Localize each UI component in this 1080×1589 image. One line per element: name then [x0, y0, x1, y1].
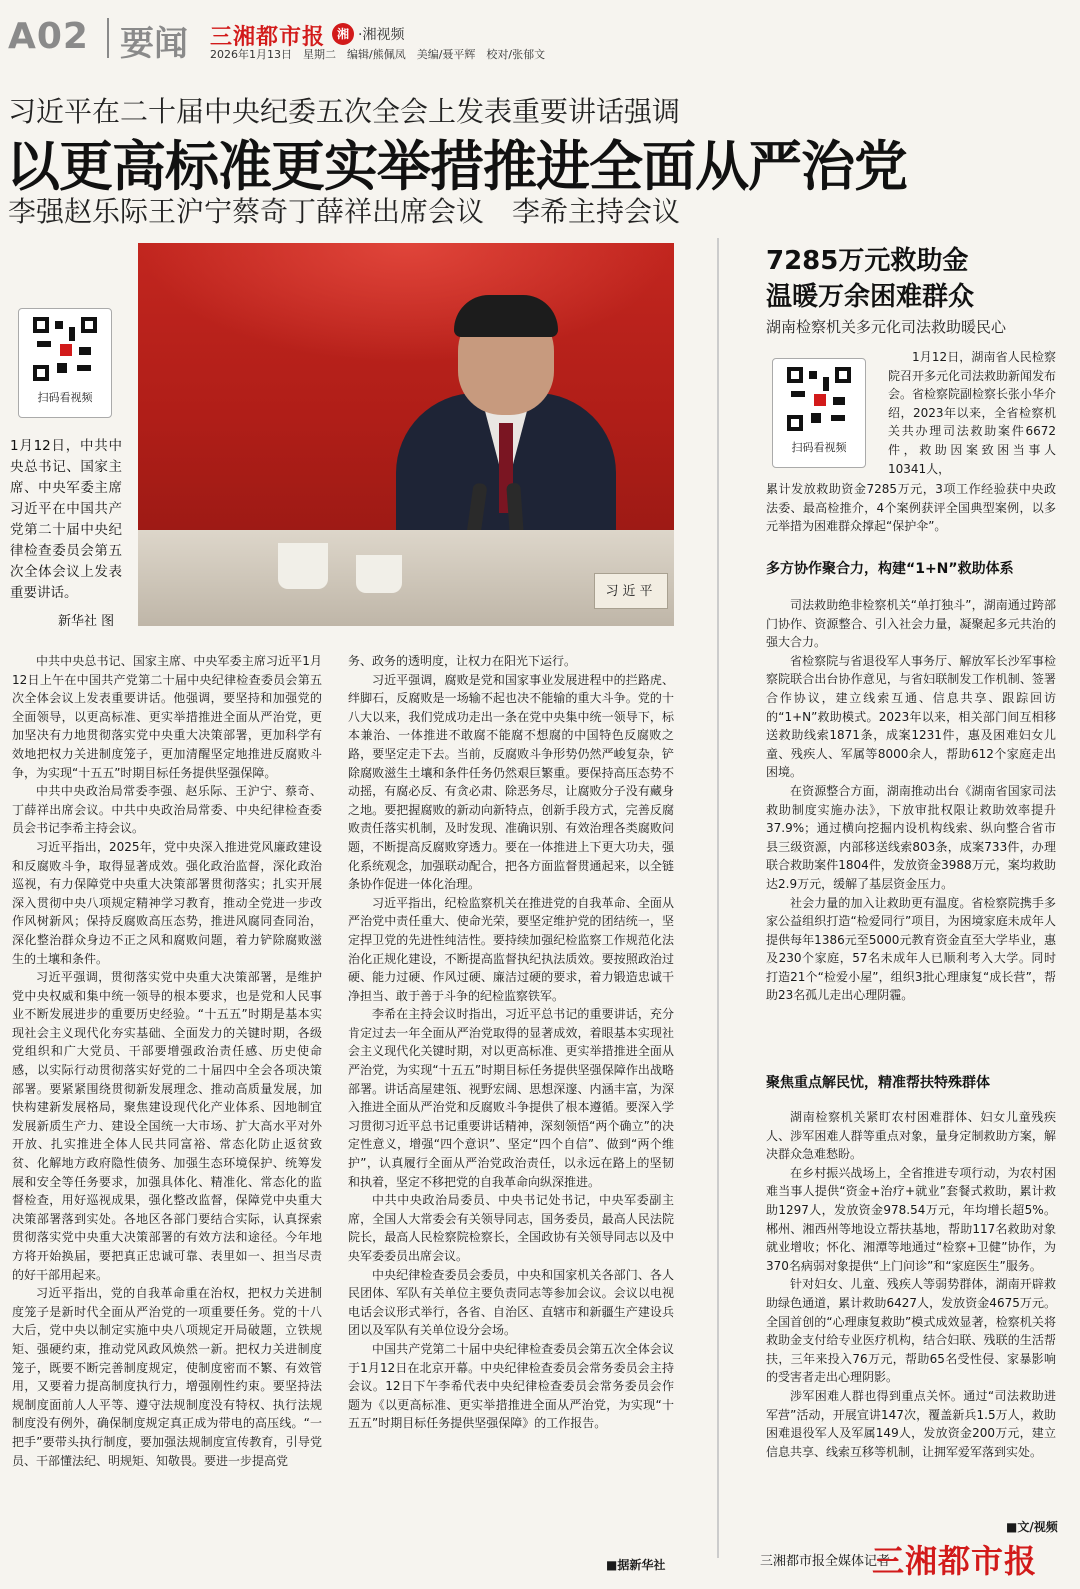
- qr-label: 扫码看视频: [791, 441, 847, 454]
- paragraph: 习近平强调，贯彻落实党中央重大决策部署，是维护党中央权威和集中统一领导的根本要求，也是党和人民事业不断发展进步的重要历史经验。“十五五”时期是基本实现社会主义现代化夯实基础、全面发力的关键时期，各级党组织和广大党员、干部要增强政治责任感、历史使命感，以实际行动贯彻落实好党的二十届四中全会各项决策部署。要紧紧围绕贯彻新发展理念、推动高质量发展，加快构建新发展格局，聚焦建设现代化产业体系、因地制宜发展新质生产力、建设全国统一大市场、扩大高水平对外开放、扎实推进全体人民共同富裕、常态化防止返贫致贫、化解地方政府隐性债务、加强生态环境保护、统筹发展和安全等任务要求，加强具体化、精准化、常态化的监督检查，用好巡视成果，强化整改监督，保障党中央重大决策部署落到实处。各地区各部门要结合实际，认真探索贯彻落实党中央重大决策部署的有效方法和途径。今年地方将开始换届，要把真正忠诚可靠、表里如一、担当尽责的好干部用起来。: [12, 970, 322, 1282]
- column-divider: [717, 238, 719, 1558]
- news-photo: [138, 243, 674, 626]
- article-column-1: [12, 652, 322, 1470]
- paragraph: 习近平强调，腐败是党和国家事业发展进程中的拦路虎、绊脚石，反腐败是一场输不起也决不能输的重大斗争。党的十八大以来，我们党成功走出一条在党中央集中统一领导下，标本兼治、一体推进不敢腐不能腐不想腐的中国特色反腐败之路，要坚定走下去。当前，反腐败斗争形势仍然严峻复杂，铲除腐败滋生土壤和条件任务仍然艰巨繁重。要保持高压态势不动摇，有腐必反、有贪必肃、除恶务尽，让腐败分子没有藏身之地。要把握腐败的新动向新特点，创新手段方式，完善反腐败责任落实机制，及时发现、准确识别、有效治理各类腐败问题，不断提高反腐败穿透力。要在一体推进上下更大功夫，强化系统观念，加强联动配合，把各方面监督贯通起来，以全链条协作促进一体化治理。: [348, 672, 674, 892]
- article-column-2: [348, 652, 674, 1433]
- section-name: 要闻: [120, 24, 188, 64]
- qr-code-icon: [787, 367, 851, 431]
- paragraph: 中共中央总书记、国家主席、中央军委主席习近平1月12日上午在中国共产党第二十届中央纪律检查委员会第五次全体会议上发表重要讲话。他强调，要坚持和加强党的全面领导，以更高标准、更实举措推进全面从严治党，更加坚决有力地贯彻落实党中央重大决策部署，更加科学有效地把权力关进制度笼子，更加清醒坚定地推进反腐败斗争，为实现“十五五”时期目标任务提供坚强保障。: [12, 654, 322, 780]
- paragraph: 省检察院与省退役军人事务厅、解放军长沙军事检察院联合出台协作意见，与省妇联制发工作机制、签署合作协议，建立线索互通、信息共享、跟踪回访的“1+N”救助模式。2023年以来，相关部门间互相移送救助线索1871条，成案1231件，惠及困难妇女儿童、残疾人、军属等8000余人，帮助612个家庭走出困境。: [766, 653, 1056, 780]
- sidebar-headline-line-2: 温暖万余困难群众: [766, 282, 975, 312]
- photo-credit: 新华社 图: [58, 614, 115, 629]
- paragraph: 在资源整合方面，湖南推动出台《湖南省国家司法救助制度实施办法》，下放审批权限让救助效率提升37.9%；通过横向挖掘内设机构线索、纵向整合省市县三级资源，内部移送线索803条，成案733件，办理联合救助案件1804件，发放资金3988万元，案均救助达2.9万元，缓解了基层资金压力。: [766, 783, 1056, 891]
- nameplate: 习近平: [594, 573, 668, 609]
- teacup-icon: [278, 543, 328, 589]
- paragraph: 社会力量的加入让救助更有温度。省检察院携手多家公益组织打造“检爱同行”项目，为困境家庭未成年人提供每年1386元至5000元教育资金直至大学毕业，惠及230个家庭，57名未成年人已顺利考入大学。同时打造21个“检爱小屋”，组织3批心理康复“成长营”，帮助23名孤儿走出心理阴霾。: [766, 895, 1056, 1003]
- sidebar-headline-line-1: 7285万元救助金: [766, 246, 969, 276]
- sidebar-intro: [888, 348, 1056, 478]
- qr-label: 扫码看视频: [37, 391, 93, 404]
- video-logo-icon: 湘: [332, 23, 354, 45]
- sidebar-source: ■文/视频: [1006, 1520, 1058, 1534]
- qr-code-icon: [33, 317, 97, 381]
- masthead-logo: 三湘都市报: [210, 25, 326, 50]
- photo-caption: 1月12日，中共中央总书记、国家主席、中央军委主席习近平在中国共产党第二十届中央纪律检查委员会第五次全体会议上发表重要讲话。: [10, 438, 122, 601]
- sidebar-section-heading: 多方协作聚合力，构建“1+N”救助体系: [766, 561, 1014, 577]
- sidebar-intro-cont: [766, 480, 1056, 536]
- paragraph: 习近平指出，党的自我革命重在治权，把权力关进制度笼子是新时代全面从严治党的一项重要任务。党的十八大后，党中央以制定实施中央八项规定开局破题，立铁规矩、强硬约束，推动党风政风焕然一新。把权力关进制度笼子，既要不断完善制度规定，使制度密而不繁、有效管用，又要着力提高制度执行力，增强刚性约束。要坚持法规制度面前人人平等、遵守法规制度没有特权、执行法规制度没有例外，确保制度规定真正成为带电的高压线。“一把手”要带头执行制度，要加强法规制度宣传教育，引导党员、干部懂法纪、明规矩、知敬畏。要进一步提高党: [12, 1286, 322, 1468]
- paragraph: 习近平指出，纪检监察机关在推进党的自我革命、全面从严治党中责任重大、使命光荣，要坚定维护党的团结统一，坚定捍卫党的先进性纯洁性。要持续加强纪检监察工作规范化法治化正规化建设，不断提高监督执纪执法质效。要按照政治过硬、能力过硬、作风过硬、廉洁过硬的要求，着力锻造忠诚干净担当、敢于善于斗争的纪检监察铁军。: [348, 895, 674, 1003]
- paragraph: 务、政务的透明度，让权力在阳光下运行。: [348, 654, 577, 668]
- video-brand: ·湘视频: [358, 27, 405, 43]
- paragraph: 在乡村振兴战场上，全省推进专项行动，为农村困难当事人提供“资金+治疗+就业”套餐式救助，累计救助1297人，发放资金978.54万元，年均增长超5%。郴州、湘西州等地设立帮扶基地，帮助117名救助对象就业增收；怀化、湘潭等地通过“检察+卫健”协作，为370名病弱对象提供“上门问诊”和“家庭医生”服务。: [766, 1165, 1056, 1273]
- article-kicker: 习近平在二十届中央纪委五次全会上发表重要讲话强调: [8, 95, 681, 128]
- paragraph: 湖南检察机关紧盯农村困难群体、妇女儿童残疾人、涉军困难人群等重点对象，量身定制救助方案，解决群众急难愁盼。: [766, 1110, 1056, 1162]
- paragraph: 1月12日，湖南省人民检察院召开多元化司法救助新闻发布会。省检察院副检察长张小华介绍，2023年以来，全省检察机关共办理司法救助案件6672件，救助因案致困当事人10341人，: [888, 350, 1057, 476]
- qr-code-video[interactable]: [18, 308, 112, 418]
- paragraph: 中央纪律检查委员会委员，中央和国家机关各部门、各人民团体、军队有关单位主要负责同志等参加会议。会议以电视电话会议形式举行，各省、自治区、直辖市和新疆生产建设兵团以及军队有关单位设分会场。: [348, 1267, 674, 1338]
- page-number: A02: [8, 16, 89, 57]
- qr-code-video-sidebar[interactable]: [772, 358, 866, 468]
- paragraph: 中国共产党第二十届中央纪律检查委员会第五次全体会议于1月12日在北京开幕。中央纪律检查委员会常务委员会主持会议。12日下午李希代表中央纪律检查委员会常务委员会作题为《以更高标准、更实举措推进全面从严治党，为实现“十五五”时期目标任务提供坚强保障》的工作报告。: [348, 1341, 674, 1431]
- header-divider: [107, 18, 109, 58]
- paragraph: 涉军困难人群也得到重点关怀。通过“司法救助进军营”活动，开展宣讲147次，覆盖新兵1.5万人，救助困难退役军人及军属149人，发放资金200万元，建立信息共享、线索互移等机制，让拥军爱军落到实处。: [766, 1388, 1056, 1459]
- paragraph: 中共中央政治局委员、中央书记处书记，中央军委副主席，全国人大常委会有关领导同志，国务委员，最高人民法院院长，最高人民检察院检察长，全国政协有关领导同志以及中央军委委员出席会议。: [348, 1193, 674, 1263]
- footer-logo: 三湘都市报: [872, 1542, 1038, 1580]
- sidebar-section-1: [766, 596, 1056, 1005]
- footer: [760, 1536, 1060, 1580]
- page-header: [8, 10, 1072, 62]
- sidebar-headline: [766, 243, 974, 315]
- footer-credit: 三湘都市报全媒体记者: [760, 1554, 891, 1569]
- paragraph: 司法救助绝非检察机关“单打独斗”，湖南通过跨部门协作、资源整合、引入社会力量，凝聚起多元共治的强大合力。: [766, 598, 1056, 650]
- article-headline: 以更高标准更实举措推进全面从严治党: [6, 135, 907, 198]
- paragraph: 针对妇女、儿童、残疾人等弱势群体，湖南开辟救助绿色通道，累计救助6427人，发放资金4675万元。全国首创的“心理康复救助”模式成效显著，检察机关将救助金支付给专业医疗机构，结合妇联、残联的生活帮扶，三年来投入76万元，帮助65名受性侵、家暴影响的受害者走出心理阴影。: [766, 1277, 1056, 1385]
- sidebar-section-2: [766, 1108, 1056, 1461]
- paragraph: 中共中央政治局常委李强、赵乐际、王沪宁、蔡奇、丁薛祥出席会议。中共中央政治局常委、中央纪律检查委员会书记李希主持会议。: [12, 784, 322, 836]
- sidebar-section-heading: 聚焦重点解民忧，精准帮扶特殊群体: [766, 1075, 990, 1091]
- article-source: ■据新华社: [606, 1558, 666, 1572]
- sidebar-subtitle: 湖南检察机关多元化司法救助暖民心: [766, 318, 1007, 336]
- edition-info: 2026年1月13日 星期二 编辑/熊佩凤 美编/聂平辉 校对/张郁文: [210, 48, 546, 61]
- teacup-icon: [356, 555, 402, 593]
- paragraph: 李希在主持会议时指出，习近平总书记的重要讲话，充分肯定过去一年全面从严治党取得的显著成效，着眼基本实现社会主义现代化关键时期，对以更高标准、更实举措推进全面从严治党，为实现“十五五”时期目标任务提供坚强保障作出战略部署。讲话高屋建瓴、视野宏阔、思想深邃、内涵丰富，为深入推进全面从严治党和反腐败斗争提供了根本遵循。要深入学习贯彻习近平总书记重要讲话精神，深刻领悟“两个确立”的决定性意义，增强“四个意识”、坚定“四个自信”、做到“两个维护”，认真履行全面从严治党政治责任，以永远在路上的坚韧和执着，坚定不移把党的自我革命向纵深推进。: [348, 1007, 674, 1189]
- article-subhead: 李强赵乐际王沪宁蔡奇丁薛祥出席会议 李希主持会议: [8, 195, 681, 228]
- paragraph: 累计发放救助资金7285万元，3项工作经验获中央政法委、最高检推介，4个案例获评全国典型案例，以多元举措为困难群众撑起“保护伞”。: [766, 482, 1056, 534]
- paragraph: 习近平指出，2025年，党中央深入推进党风廉政建设和反腐败斗争，取得显著成效。强化政治监督，深化政治巡视，有力保障党中央重大决策部署贯彻落实；扎实开展深入贯彻中央八项规定精神学习教育，推动全党进一步改作风树新风；保持反腐败高压态势，推进风腐同查同治，深化整治群众身边不正之风和腐败问题，着力铲除腐败滋生的土壤和条件。: [12, 839, 322, 966]
